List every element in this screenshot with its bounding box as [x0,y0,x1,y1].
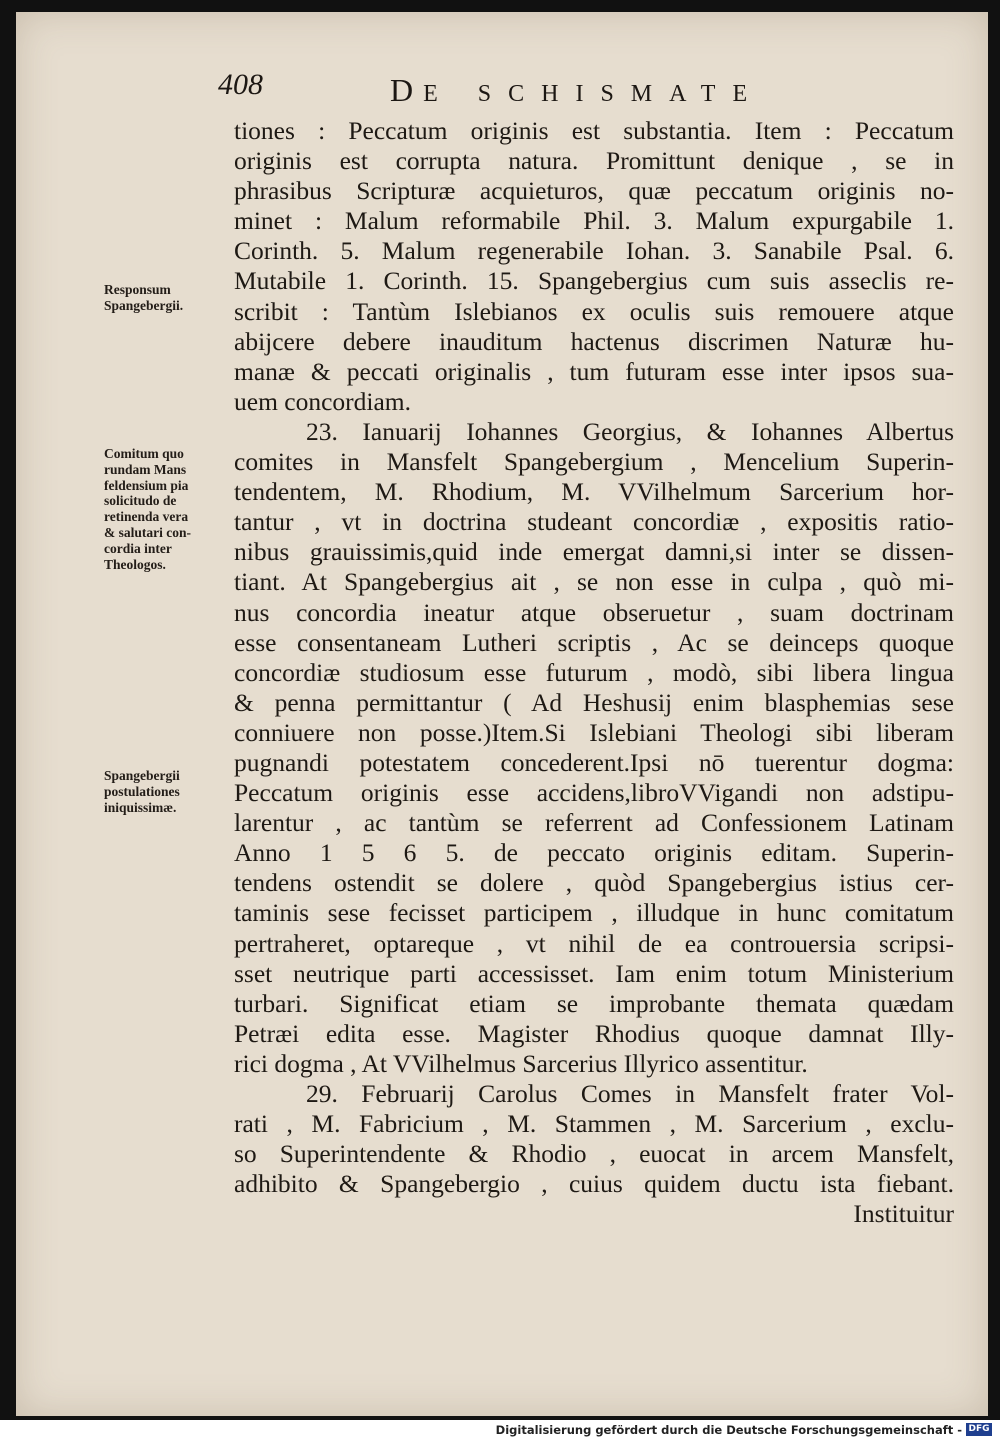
text-line: tendens ostendit se dolere , quòd Spangebergius istius cer- [234,868,954,898]
text-line: sset neutrique parti accessisset. Iam enim totum Ministerium [234,958,954,988]
margin-note-line: Spangebergii. [104,297,184,313]
text-line: originis est corrupta natura. Promittunt denique , se in [234,146,954,176]
text-line: Mutabile 1. Corinth. 15. Spangebergius cum suis asseclis re- [234,266,954,296]
margin-note-line: & salutari con- [104,524,191,540]
catchword: Instituitur [853,1199,954,1229]
text-line: adhibito & Spangebergio , cuius quidem ductu ista fiebant. [234,1169,954,1199]
text-line: uem concordiam. [234,386,412,416]
text-line: & penna permittantur ( Ad Heshusij enim blasphemias sese [234,687,954,717]
text-line: abijcere debere inauditum hactenus discrimen Naturæ hu- [234,326,954,356]
text-line: manæ & peccati originalis , tum futuram esse inter ipsos sua- [234,356,954,386]
text-line: scribit : Tantùm Islebianos ex oculis suis remouere atque [234,296,954,326]
text-line: rici dogma , At VVilhelmus Sarcerius Illyrico assentitur. [234,1048,808,1078]
text-line: turbari. Significat etiam se improbante themata quædam [234,988,954,1018]
text-line: concordiæ studiosum esse futurum , modò, sibi libera lingua [234,657,954,687]
margin-note-line: cordia inter [104,540,172,556]
text-line: Peccatum originis esse accidens,libroVVigandi non adstipu- [234,778,954,808]
margin-note-line: Theologos. [104,556,166,572]
main-text [234,116,954,1229]
margin-note-line: solicitudo de [104,493,177,509]
text-line: comites in Mansfelt Spangebergium , Mencelium Superin- [234,447,954,477]
paragraph-start-line: 29. Februarij Carolus Comes in Mansfelt frater Vol- [306,1079,954,1108]
text-line: so Superintendente & Rhodio , euocat in arcem Mansfelt, [234,1139,954,1169]
text-line: Anno 1 5 6 5. de peccato originis editam. Superin- [234,838,954,868]
text-line: esse consentaneam Lutheri scriptis , Ac se deinceps quoque [234,627,954,657]
text-line: tantur , vt in doctrina studeant concordiæ , expositis ratio- [234,507,954,537]
text-line: phrasibus Scripturæ acquieturos, quæ peccatum originis no- [234,176,954,206]
funding-credit: Digitalisierung gefördert durch die Deutsche Forschungsgemeinschaft - [495,1423,962,1437]
dfg-logo: DFG [966,1423,992,1436]
margin-note-responsum [104,282,230,314]
text-line: minet : Malum reformabile Phil. 3. Malum expurgabile 1. [234,206,954,236]
margin-note-line: Responsum [104,282,171,297]
text-line: pugnandi potestatem concederent.Ipsi nō tuerentur dogma: [234,747,954,777]
text-line: rati , M. Fabricium , M. Stammen , M. Sarcerium , exclu- [234,1109,954,1139]
text-line: pertraheret, optareque , vt nihil de ea controuersia scripsi- [234,928,954,958]
running-title [390,72,764,109]
text-line: Corinth. 5. Malum regenerabile Iohan. 3. Sanabile Psal. 6. [234,236,954,266]
running-head [210,68,910,108]
margin-note-line: iniquissimæ. [104,799,177,815]
text-line: larentur , ac tantùm se referrent ad Confessionem Latinam [234,808,954,838]
margin-note-line: postulationes [104,783,180,799]
margin-note-line: feldensium pia [104,477,189,493]
text-line: conniuere non posse.)Item.Si Islebiani Theologi sibi liberam [234,717,954,747]
text-line: tiant. At Spangebergius ait , se non esse in culpa , quò mi- [234,567,954,597]
text-line: nus concordia ineatur atque obseruetur , suam doctrinam [234,597,954,627]
text-line: tiones : Peccatum originis est substantia. Item : Peccatum [234,116,954,145]
margin-note-line: retinenda vera [104,509,189,525]
margin-note-comitum [104,446,230,572]
margin-note-line: Comitum quo [104,446,184,461]
margin-note-line: rundam Mans [104,461,187,477]
text-line: Petræi edita esse. Magister Rhodius quoque damnat Illy- [234,1018,954,1048]
paragraph-start-line: 23. Ianuarij Iohannes Georgius, & Iohannes Albertus [306,416,954,446]
text-line: taminis sese fecisset participem , illudque in hunc comitatum [234,898,954,928]
margin-note-line: Spangebergii [104,768,180,783]
text-line: tendentem, M. Rhodium, M. VVilhelmum Sarcerium hor- [234,477,954,507]
margin-note-postulationes [104,768,230,815]
running-title-initial: D [390,72,424,108]
digitization-footer [0,1420,1000,1440]
text-line: nibus grauissimis,quid inde emergat damni,si inter se dissen- [234,537,954,567]
running-title-rest: E SCHISMATE [423,81,765,107]
page-number: 408 [218,68,263,101]
